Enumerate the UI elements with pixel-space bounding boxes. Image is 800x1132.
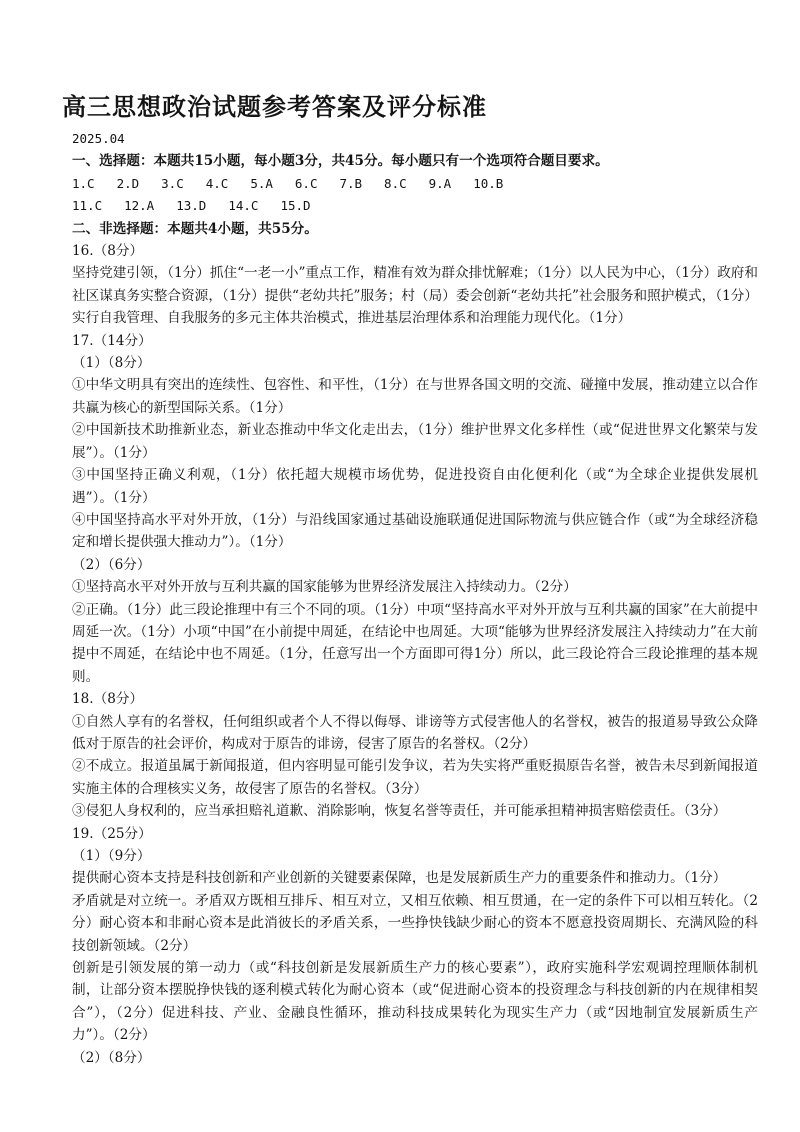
q19-answer-3: 创新是引领发展的第一动力（或“科技创新是发展新质生产力的核心要素”），政府实施科学宏观调控理顺体制机制，让部分资本摆脱挣快钱的逐利模式转化为耐心资本（或“促进耐心资本的投资理念与科技创新的内在规律相契合”），（2分）促进科技、产业、金融良性循环，推动科技成果转化为现实生产力（或“因地制宜发展新质生产力”）。（2分） bbox=[72, 960, 758, 1044]
q19-sub2-heading: （2）（8分） bbox=[72, 1049, 151, 1066]
q17-answer-1: ①中华文明具有突出的连续性、包容性、和平性，（1分）在与世界各国文明的交流、碰撞中发展，推动建立以合作共赢为核心的新型国际关系。（1分） bbox=[72, 377, 758, 416]
section1-heading: 一、选择题：本题共15小题，每小题3分，共45分。每小题只有一个选项符合题目要求。 bbox=[72, 153, 609, 170]
answer-item: 3.C bbox=[161, 175, 184, 191]
q19-heading: 19.（25分） bbox=[72, 825, 152, 842]
answer-item: 6.C bbox=[294, 175, 318, 191]
q17-sub2-heading: （2）（6分） bbox=[72, 556, 151, 573]
answers-row-1 bbox=[72, 173, 758, 195]
q16-answer: 坚持党建引领，（1分）抓住“一老一小”重点工作，精准有效为群众排忧解难；（1分）以人民为中心，（1分）政府和社区谋真务实整合资源，（1分）提供“老幼共托”服务；村（局）委会创新“老幼共托”社会服务和照护模式，（1分）实行自我管理、自我服务的多元主体共治模式，推进基层治理体系和治理能力现代化。（1分） bbox=[72, 265, 758, 327]
answer-item: 10.B bbox=[473, 175, 504, 191]
answers-row-2 bbox=[72, 195, 758, 217]
q17-sub1-heading: （1）（8分） bbox=[72, 355, 151, 372]
page-title: 高三思想政治试题参考答案及评分标准 bbox=[62, 92, 487, 121]
answer-item: 5.A bbox=[250, 175, 273, 191]
answer-item: 12.A bbox=[124, 198, 155, 214]
q18-answer-1: ①自然人享有的名誉权，任何组织或者个人不得以侮辱、诽谤等方式侵害他人的名誉权，被告的报道易导致公众降低对于原告的社会评价，构成对于原告的诽谤，侵害了原告的名誉权。（2分） bbox=[72, 713, 758, 752]
q17-answer-6: ②正确。（1分）此三段论推理中有三个不同的项。（1分）中项“坚持高水平对外开放与互利共赢的国家”在大前提中周延一次。（1分）小项“中国”在小前提中周延，在结论中也周延。大项“能够为世界经济发展注入持续动力”在大前提中不周延，在结论中也不周延。（1分，任意写出一个方面即可得1分）所以，此三段论符合三段论推理的基本规则。 bbox=[72, 601, 758, 685]
answer-item: 8.C bbox=[384, 175, 407, 191]
answer-item: 1.C bbox=[72, 175, 95, 191]
answer-item: 4.C bbox=[205, 175, 229, 191]
answer-item: 15.D bbox=[280, 198, 311, 214]
q19-answer-1: 提供耐心资本支持是科技创新和产业创新的关键要素保障，也是发展新质生产力的重要条件和推动力。（1分） bbox=[72, 870, 727, 887]
answer-item: 13.D bbox=[176, 198, 207, 214]
answer-item: 7.B bbox=[339, 175, 363, 191]
doc-date: 2025.04 bbox=[72, 131, 125, 146]
q18-answer-2: ②不成立。报道虽属于新闻报道，但内容明显可能引发争议，若为失实将严重贬损原告名誉，被告未尽到新闻报道实施主体的合理核实义务，故侵害了原告的名誉权。（3分） bbox=[72, 758, 758, 797]
answer-item: 9.A bbox=[428, 175, 452, 191]
q17-answer-5: ①坚持高水平对外开放与互利共赢的国家能够为世界经济发展注入持续动力。（2分） bbox=[72, 579, 577, 596]
q17-answer-3: ③中国坚持正确义利观，（1分）依托超大规模市场优势，促进投资自由化便利化（或“为全球企业提供发展机遇”）。（1分） bbox=[72, 467, 758, 506]
q19-answer-2: 矛盾就是对立统一。矛盾双方既相互排斥、相互对立，又相互依赖、相互贯通，在一定的条件下可以相互转化。（2分）耐心资本和非耐心资本是此消彼长的矛盾关系，一些挣快钱缺少耐心的资本不愿意投资周期长、充满风险的科技创新领域。（2分） bbox=[72, 892, 758, 954]
q18-answer-3: ③侵犯人身权利的，应当承担赔礼道歉、消除影响，恢复名誉等责任，并可能承担精神损害赔偿责任。（3分） bbox=[72, 803, 727, 820]
q17-answer-2: ②中国新技术助推新业态，新业态推动中华文化走出去，（1分）维护世界文化多样性（或“促进世界文化繁荣与发展”）。（1分） bbox=[72, 422, 758, 461]
q18-heading: 18.（8分） bbox=[72, 691, 144, 708]
q17-heading: 17.（14分） bbox=[72, 332, 152, 349]
q17-answer-4: ④中国坚持高水平对外开放，（1分）与沿线国家通过基础设施联通促进国际物流与供应链合作（或“为全球经济稳定和增长提供强大推动力”）。（1分） bbox=[72, 511, 758, 551]
answer-item: 2.D bbox=[116, 175, 140, 191]
q19-sub1-heading: （1）（9分） bbox=[72, 848, 151, 864]
answer-item: 11.C bbox=[72, 198, 103, 214]
section2-heading: 二、非选择题：本题共4小题，共55分。 bbox=[72, 220, 318, 237]
answer-item: 14.C bbox=[228, 198, 259, 214]
q16-heading: 16.（8分） bbox=[72, 243, 144, 260]
